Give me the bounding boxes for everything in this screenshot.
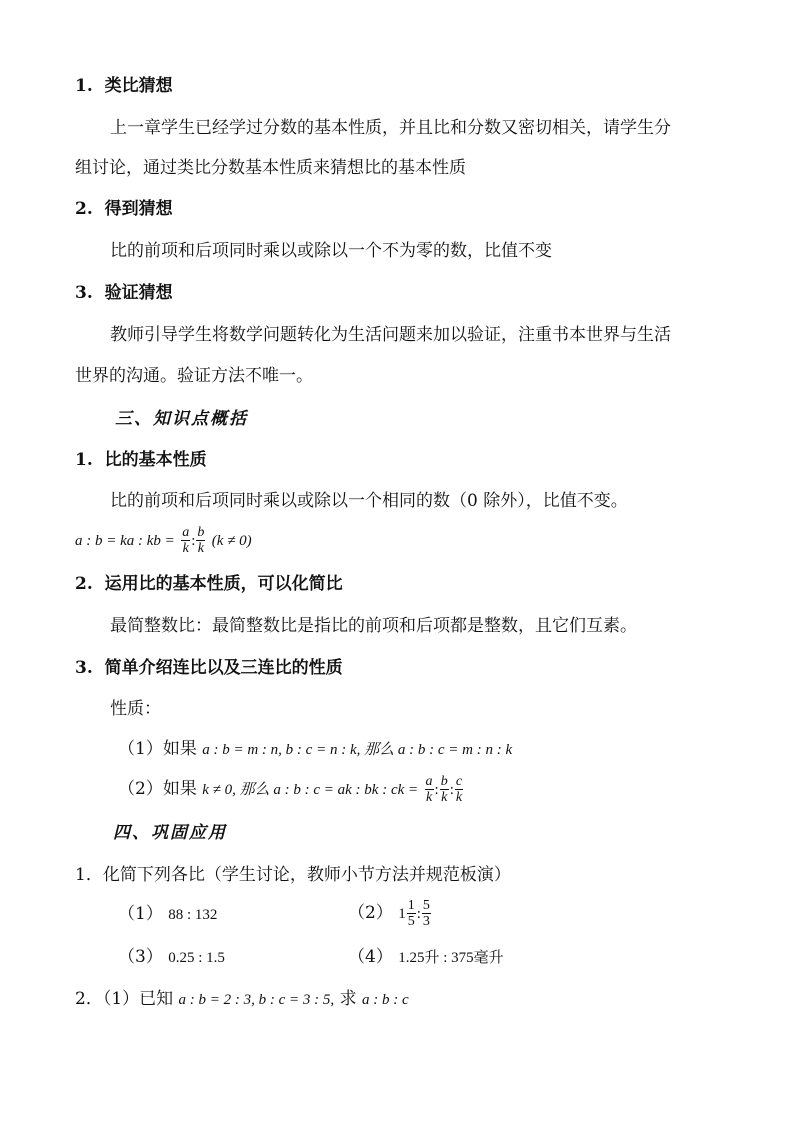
- heading-number: 1.: [75, 76, 93, 96]
- fraction: $\frac{5}{3}$: [422, 898, 430, 929]
- paragraph-line: 世界的沟通。验证方法不唯一。: [75, 366, 313, 386]
- item-prefix: （1）如果: [118, 739, 197, 759]
- paragraph-line: 比的前项和后项同时乘以或除以一个不为零的数，比值不变: [110, 241, 552, 261]
- formula-condition: (k ≠ 0): [211, 533, 252, 549]
- formula-text: k ≠ 0, 那么 a : b : c = ak : bk : ck =: [202, 782, 419, 798]
- paragraph-line: 最简整数比：最简整数比是指比的前项和后项都是整数，且它们互素。: [110, 616, 637, 636]
- heading-number: 2.: [75, 199, 93, 219]
- item-prefix: （2）如果: [118, 779, 197, 799]
- property-item-2: （2）如果 k ≠ 0, 那么 a : b : c = ak : bk : ck = $\frac{a}{k}$ : $\frac{b}{k}$ : $\frac{c}{k}$: [118, 774, 463, 805]
- question-1: 1．化简下列各比（学生讨论，教师小节方法并规范板演）: [75, 865, 511, 885]
- knowledge-heading-3: [75, 657, 343, 679]
- knowledge-heading-2: [75, 573, 343, 595]
- heading-title: 比的基本性质: [104, 450, 207, 470]
- heading-title: 类比猜想: [104, 76, 173, 96]
- fraction: $\frac{b}{k}$: [197, 525, 205, 556]
- heading-title: 运用比的基本性质，可以化简比: [104, 574, 343, 594]
- formula-line: a : b = ka : kb = $\frac{a}{k}$ : $\frac{b}{k}$ (k ≠ 0): [75, 525, 252, 556]
- paragraph-line: 教师引导学生将数学问题转化为生活问题来加以验证，注重书本世界与生活: [110, 325, 671, 345]
- formula-text: a : b = m : n, b : c = n : k, 那么 a : b : c = m : n : k: [202, 742, 513, 758]
- property-label: 性质：: [110, 699, 161, 719]
- heading-number: 3.: [75, 283, 93, 303]
- fraction: $\frac{a}{k}$: [425, 774, 433, 805]
- section-title: 三、知识点概括: [115, 409, 248, 429]
- question-1-part-a: （1） 88 : 132: [118, 904, 218, 924]
- heading-number: 2.: [75, 574, 93, 594]
- fraction: $\frac{c}{k}$: [455, 774, 463, 805]
- question-1-part-b: （2） 1 $\frac{1}{5}$ : $\frac{5}{3}$: [348, 898, 430, 929]
- paragraph-line: 比的前项和后项同时乘以或除以一个相同的数（0 除外），比值不变。: [110, 491, 628, 511]
- heading-number: 3.: [75, 658, 93, 678]
- knowledge-heading-1: [75, 449, 207, 471]
- question-1-part-c: （3） 0.25 : 1.5: [118, 947, 225, 967]
- question-2: 2．（1）已知 a : b = 2 : 3, b : c = 3 : 5, 求 a : b : c: [75, 989, 409, 1009]
- heading-3: [75, 282, 173, 304]
- property-item-1: [118, 738, 512, 761]
- formula-text: a : b = ka : kb =: [75, 533, 175, 549]
- heading-title: 得到猜想: [104, 199, 173, 219]
- heading-title: 简单介绍连比以及三连比的性质: [104, 658, 343, 678]
- paragraph-line: 组讨论，通过类比分数基本性质来猜想比的基本性质: [75, 158, 466, 178]
- heading-number: 1.: [75, 450, 93, 470]
- fraction: $\frac{1}{5}$: [407, 898, 415, 929]
- heading-1: [75, 75, 173, 97]
- fraction: $\frac{b}{k}$: [440, 774, 448, 805]
- question-1-part-d: （4） 1.25升 : 375毫升: [348, 947, 504, 967]
- fraction: $\frac{a}{k}$: [182, 525, 190, 556]
- section-title: 四、巩固应用: [113, 823, 227, 843]
- heading-2: [75, 198, 173, 220]
- paragraph-line: 上一章学生已经学过分数的基本性质，并且比和分数又密切相关，请学生分: [110, 118, 671, 138]
- heading-title: 验证猜想: [104, 283, 173, 303]
